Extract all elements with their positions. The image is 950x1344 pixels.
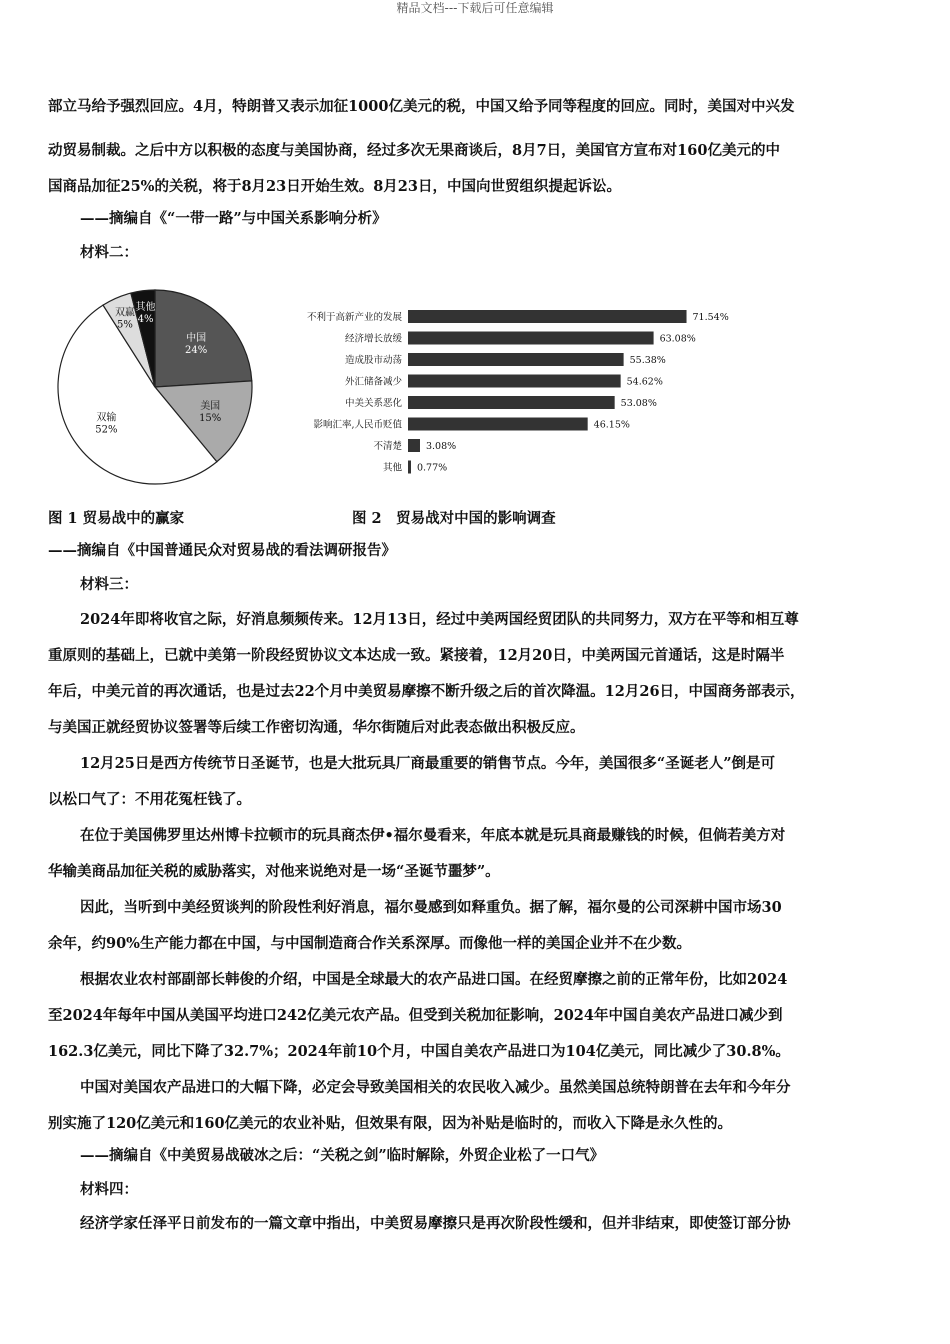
pie-label: 其他 xyxy=(135,301,156,313)
bar-category-label: 中美关系恶化 xyxy=(344,398,402,409)
paragraph-line: 部立马给予强烈回应。4月，特朗普又表示加征1000亿美元的税，中国又给予同等程度的回应。同时，美国对中兴发 xyxy=(48,98,795,115)
paragraph-line: 中国对美国农产品进口的大幅下降，必定会导致美国相关的农民收入减少。虽然美国总统特朗普在去年和今年分 xyxy=(80,1079,791,1096)
paragraph-line: 华输美商品加征关税的威胁落实，对他来说绝对是一场“圣诞节噩梦”。 xyxy=(48,863,500,880)
figure-2-caption: 图 2 贸易战对中国的影响调查 xyxy=(352,510,556,527)
bar xyxy=(408,310,687,323)
bar xyxy=(408,461,411,474)
bar-category-label: 经济增长放缓 xyxy=(344,333,402,345)
bar-chart-impact xyxy=(270,300,750,480)
figure-1-caption: 图 1 贸易战中的赢家 xyxy=(48,510,185,527)
paragraph-line: 因此，当听到中美经贸谈判的阶段性利好消息，福尔曼感到如释重负。据了解，福尔曼的公司深耕中国市场30 xyxy=(80,899,782,916)
bar-value-label: 0.77% xyxy=(416,462,448,474)
paragraph-line: 根据农业农村部副部长韩俊的介绍，中国是全球最大的农产品进口国。在经贸摩擦之前的正常年份，比如2024 xyxy=(80,971,788,988)
bar-category-label: 影响汇率,人民币贬值 xyxy=(313,419,402,431)
material-heading: 材料四： xyxy=(80,1181,138,1198)
paragraph-line: 至2024年每年中国从美国平均进口242亿美元农产品。但受到关税加征影响，2024年中国自美农产品进口减少到 xyxy=(48,1007,783,1024)
pie-label: 中国 xyxy=(186,333,207,345)
bar xyxy=(408,418,588,431)
paragraph-line: 年后，中美元首的再次通话，也是过去22个月中美贸易摩擦不断升级之后的首次降温。12月26日，中国商务部表示， xyxy=(48,683,805,700)
bar xyxy=(408,332,654,345)
bar-value-label: 63.08% xyxy=(659,333,696,345)
bar xyxy=(408,353,624,366)
bar-category-label: 造成股市动荡 xyxy=(344,355,402,366)
pie-label: 美国 xyxy=(200,400,221,412)
pie-chart-winners xyxy=(50,282,260,492)
bar-value-label: 55.38% xyxy=(629,355,666,366)
pie-label: 双赢 xyxy=(114,307,135,319)
source-citation: ——摘编自《中国普通民众对贸易战的看法调研报告》 xyxy=(48,542,396,559)
bar-value-label: 3.08% xyxy=(425,441,457,452)
paragraph-line: 2024年即将收官之际，好消息频频传来。12月13日，经过中美两国经贸团队的共同努力，双方在平等和相互尊 xyxy=(80,611,799,628)
pie-value-label: 5% xyxy=(117,319,133,331)
pie-value-label: 4% xyxy=(137,313,154,325)
paragraph-line: 经济学家任泽平日前发布的一篇文章中指出，中美贸易摩擦只是再次阶段性缓和，但并非结束，即使签订部分协 xyxy=(80,1215,791,1232)
bar-value-label: 46.15% xyxy=(593,419,630,431)
material-heading: 材料三： xyxy=(80,576,138,593)
bar-category-label: 外汇储备减少 xyxy=(344,376,402,388)
source-citation: ——摘编自《中美贸易战破冰之后：“关税之剑”临时解除，外贸企业松了一口气》 xyxy=(80,1147,605,1164)
paragraph-line: 12月25日是西方传统节日圣诞节，也是大批玩具厂商最重要的销售节点。今年，美国很多“圣诞老人”倒是可 xyxy=(80,755,776,772)
bar-value-label: 53.08% xyxy=(620,398,657,409)
pie-value-label: 52% xyxy=(95,424,118,436)
pie-value-label: 24% xyxy=(185,345,208,357)
pie-label: 双输 xyxy=(96,412,117,424)
bar-category-label: 其他 xyxy=(382,462,402,474)
source-citation: ——摘编自《“一带一路”与中国关系影响分析》 xyxy=(80,210,387,227)
page-header: 精品文档---下载后可任意编辑 xyxy=(396,1,554,15)
material-heading: 材料二： xyxy=(80,244,138,261)
bar-value-label: 54.62% xyxy=(626,376,663,388)
paragraph-line: 重原则的基础上，已就中美第一阶段经贸协议文本达成一致。紧接着，12月20日，中美两国元首通话，这是时隔半 xyxy=(48,647,785,664)
paragraph-line: 别实施了120亿美元和160亿美元的农业补贴，但效果有限，因为补贴是临时的，而收入下降是永久性的。 xyxy=(48,1115,733,1132)
paragraph-line: 与美国正就经贸协议签署等后续工作密切沟通，华尔街随后对此表态做出积极反应。 xyxy=(48,719,585,736)
paragraph-line: 动贸易制裁。之后中方以积极的态度与美国协商，经过多次无果商谈后，8月7日，美国官方宣布对160亿美元的中 xyxy=(48,142,780,159)
bar xyxy=(408,396,615,409)
paragraph-line: 余年，约90%生产能力都在中国，与中国制造商合作关系深厚。而像他一样的美国企业并不在少数。 xyxy=(48,935,691,952)
bar-category-label: 不利于高新产业的发展 xyxy=(306,312,402,323)
bar-value-label: 71.54% xyxy=(692,312,729,323)
bar xyxy=(408,375,621,388)
bar-category-label: 不清楚 xyxy=(373,441,402,452)
paragraph-line: 162.3亿美元，同比下降了32.7%；2024年前10个月，中国自美农产品进口为104亿美元，同比减少了30.8%。 xyxy=(48,1043,790,1060)
bar xyxy=(408,439,420,452)
paragraph-line: 在位于美国佛罗里达州博卡拉顿市的玩具商杰伊•福尔曼看来，年底本就是玩具商最赚钱的时候，但倘若美方对 xyxy=(80,827,786,844)
pie-value-label: 15% xyxy=(199,412,222,424)
paragraph-line: 国商品加征25%的关税，将于8月23日开始生效。8月23日，中国向世贸组织提起诉讼。 xyxy=(48,178,621,195)
paragraph-line: 以松口气了：不用花冤枉钱了。 xyxy=(48,791,251,808)
